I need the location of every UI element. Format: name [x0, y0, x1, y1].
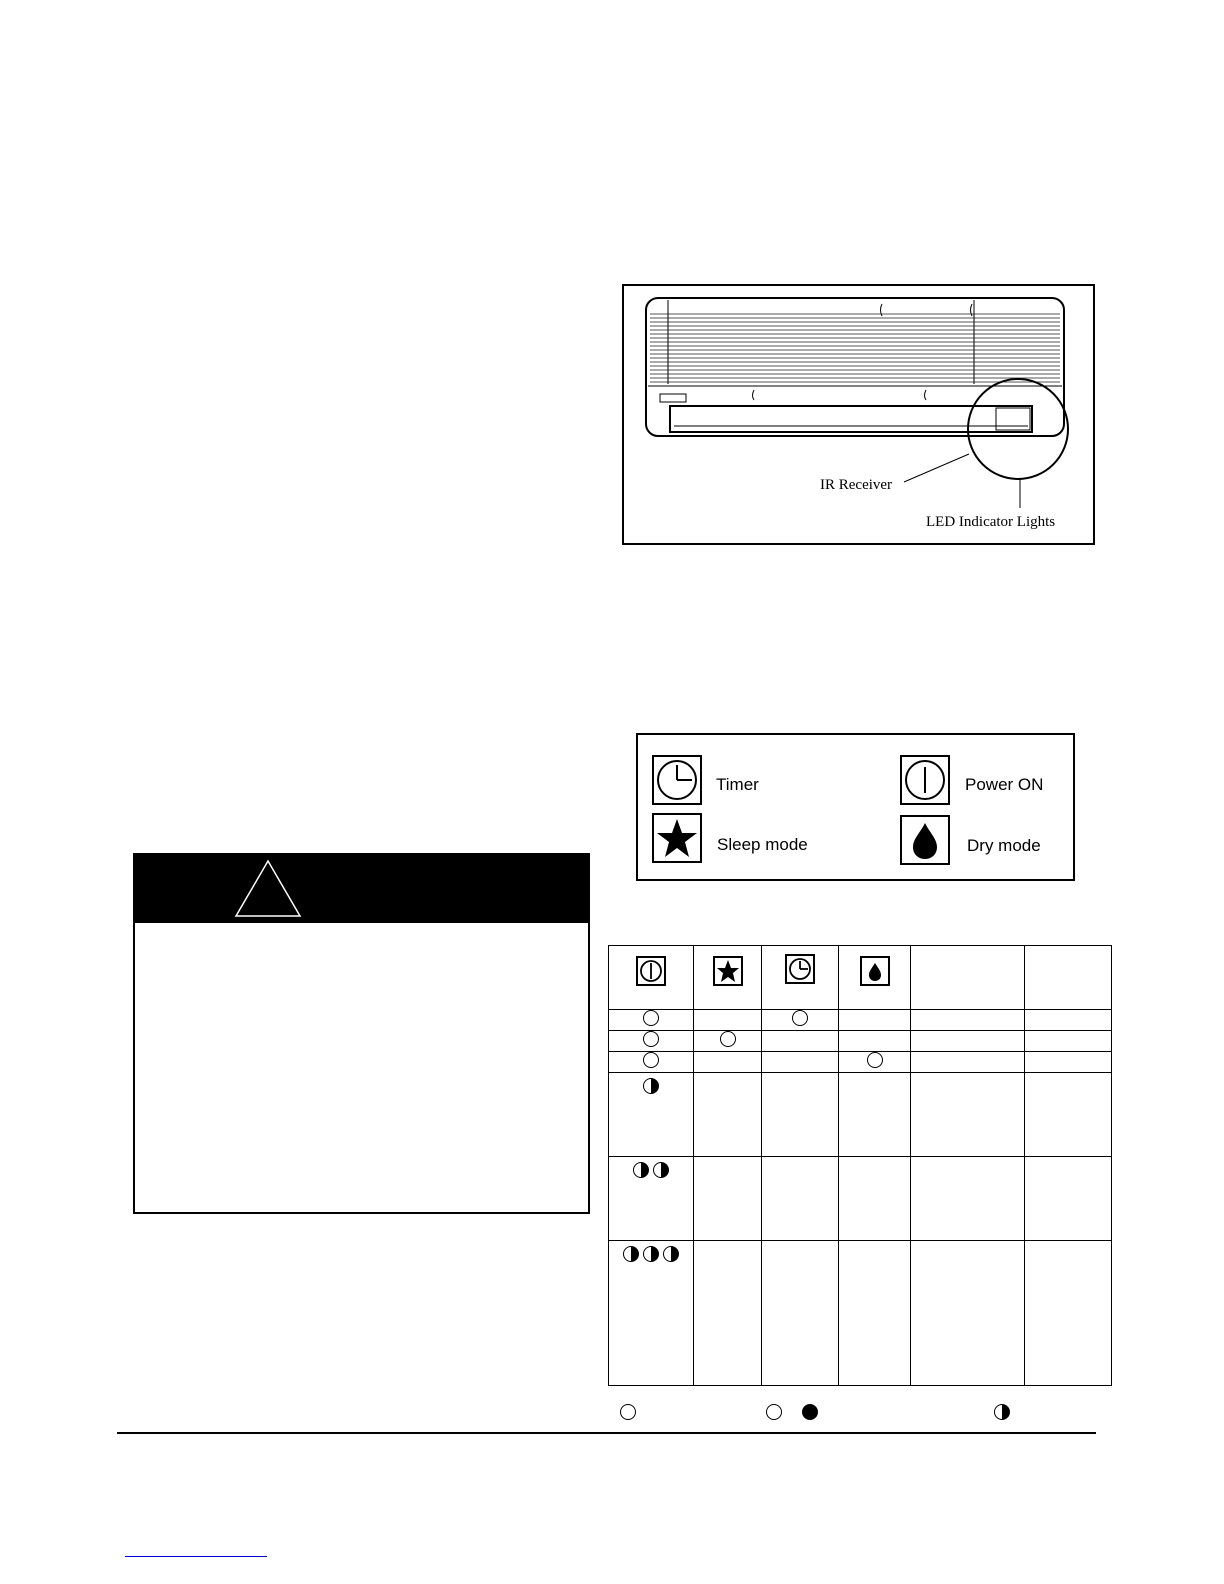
led-off-indicator: [867, 1052, 883, 1068]
power-on-label: Power ON: [965, 775, 1044, 794]
power-icon: [636, 956, 666, 986]
power-icon: [900, 755, 950, 805]
warning-header: [135, 855, 588, 923]
led-flash-indicator: [653, 1162, 669, 1178]
footer-link-underline[interactable]: [125, 1556, 267, 1557]
led-flash-indicator: [633, 1162, 649, 1178]
clock-icon: [785, 954, 815, 984]
dry-mode-label: Dry mode: [967, 836, 1041, 855]
table-row: [609, 1073, 1112, 1157]
led-off-indicator: [720, 1031, 736, 1047]
led-off-indicator: [643, 1052, 659, 1068]
indoor-unit-drawing: [624, 286, 1093, 543]
header-dry-cell: [839, 946, 911, 1010]
timer-label: Timer: [716, 775, 759, 794]
led-off-indicator: [643, 1010, 659, 1026]
led-off-key: [766, 1404, 782, 1420]
table-row: [609, 1157, 1112, 1241]
header-sleep-cell: [694, 946, 762, 1010]
led-flash-indicator: [643, 1246, 659, 1262]
led-off-key: [620, 1404, 636, 1420]
led-flash-indicator: [663, 1246, 679, 1262]
indicator-status-table: [608, 945, 1112, 1386]
indoor-unit-figure: [622, 284, 1095, 545]
warning-triangle-icon: [233, 858, 303, 920]
star-icon: [713, 956, 743, 986]
footer-divider: [117, 1432, 1096, 1434]
table-row: [609, 1241, 1112, 1386]
led-flash-indicator: [643, 1078, 659, 1094]
led-flash-indicator: [623, 1246, 639, 1262]
led-off-indicator: [643, 1031, 659, 1047]
led-indicator-label: LED Indicator Lights: [926, 514, 1056, 530]
led-flash-key: [994, 1404, 1010, 1420]
drop-icon: [860, 956, 890, 986]
symbol-key: [620, 1402, 1020, 1422]
drop-icon: [900, 815, 950, 865]
table-header-row: [609, 946, 1112, 1010]
sleep-mode-label: Sleep mode: [717, 835, 808, 854]
table-row: [609, 1031, 1112, 1052]
ir-receiver-label: IR Receiver: [820, 477, 893, 493]
timer-icon: [652, 755, 702, 805]
header-power-cell: [609, 946, 694, 1010]
star-icon: [652, 813, 702, 863]
table-row: [609, 1010, 1112, 1031]
warning-box: [133, 853, 590, 1214]
header-blank-cell-1: [911, 946, 1025, 1010]
table-row: [609, 1052, 1112, 1073]
header-timer-cell: [762, 946, 839, 1010]
header-blank-cell-2: [1025, 946, 1112, 1010]
led-on-key: [802, 1404, 818, 1420]
indicator-legend: [636, 733, 1075, 881]
led-off-indicator: [792, 1010, 808, 1026]
